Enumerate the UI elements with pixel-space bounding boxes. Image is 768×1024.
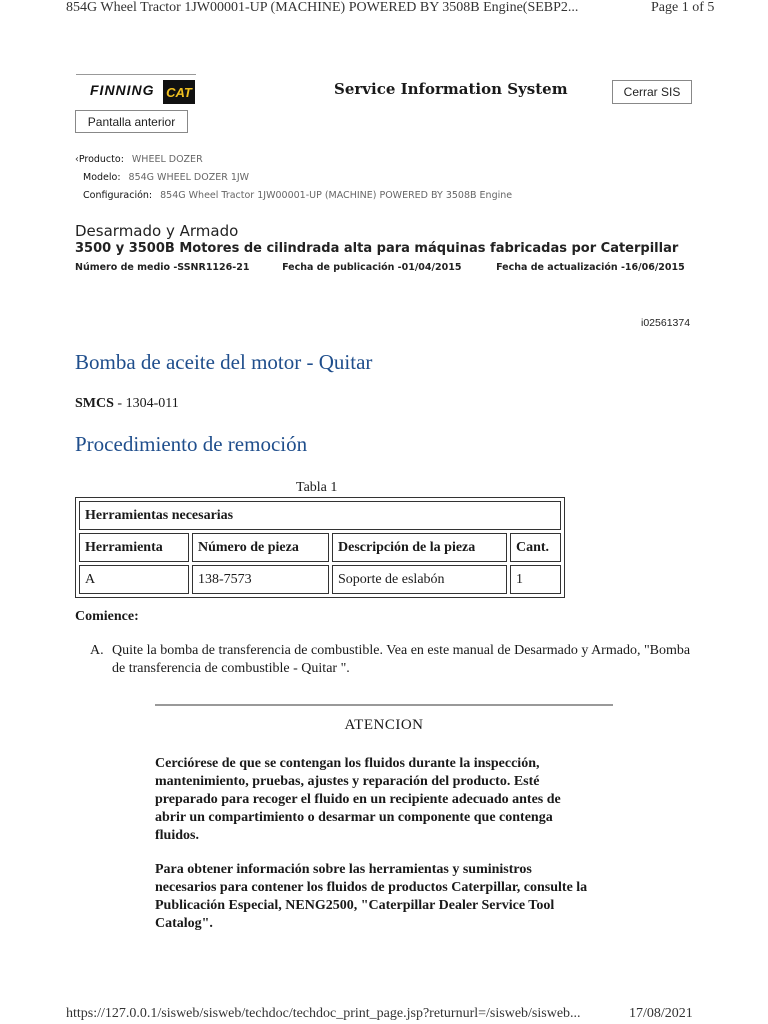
config-value: 854G Wheel Tractor 1JW00001-UP (MACHINE) POWERED BY 3508B Engine bbox=[160, 190, 513, 201]
config-label: Configuración: bbox=[83, 190, 153, 201]
column-header: Cant. bbox=[510, 533, 561, 562]
attention-paragraph-1: Cerciórese de que se contengan los fluidos durante la inspección, mantenimiento, pruebas, ajustes y reparación del producto. Esté preparado para recoger el fluido en un recipiente adecuado antes de abrir un compartimiento o desarmar un componente que contenga fluidos. bbox=[155, 756, 561, 843]
table-row bbox=[79, 565, 561, 594]
start-label: Comience: bbox=[75, 609, 139, 624]
attention-title: ATENCION bbox=[344, 717, 424, 733]
smcs-value: - 1304-011 bbox=[113, 396, 179, 411]
column-header: Descripción de la pieza bbox=[332, 533, 507, 562]
document-title: Desarmado y Armado bbox=[75, 222, 239, 240]
tools-table bbox=[75, 497, 565, 598]
publication-date: Fecha de publicación -01/04/2015 bbox=[282, 262, 462, 273]
step-a-label: A. bbox=[90, 643, 104, 658]
model-value: 854G WHEEL DOZER 1JW bbox=[128, 172, 250, 183]
step-a bbox=[90, 642, 700, 678]
media-info bbox=[75, 262, 685, 273]
table-header-row bbox=[79, 533, 561, 562]
media-number: Número de medio -SSNR1126-21 bbox=[75, 262, 250, 273]
model-row bbox=[83, 172, 249, 183]
table-group-header: Herramientas necesarias bbox=[79, 501, 561, 530]
table-cell: Soporte de eslabón bbox=[332, 565, 507, 594]
close-sis-button[interactable]: Cerrar SIS bbox=[612, 80, 692, 104]
column-header: Herramienta bbox=[79, 533, 189, 562]
table-group-header-row bbox=[79, 501, 561, 530]
product-label: Producto: bbox=[78, 154, 124, 165]
table-caption: Tabla 1 bbox=[296, 480, 338, 495]
print-footer-date: 17/08/2021 bbox=[629, 1006, 693, 1021]
column-header: Número de pieza bbox=[192, 533, 329, 562]
cat-logo bbox=[163, 80, 195, 104]
back-chevron-icon[interactable]: ‹ bbox=[75, 154, 79, 165]
update-date: Fecha de actualización -16/06/2015 bbox=[496, 262, 685, 273]
print-header-title: 854G Wheel Tractor 1JW00001-UP (MACHINE) POWERED BY 3508B Engine(SEBP2... bbox=[66, 0, 579, 15]
document-subtitle: 3500 y 3500B Motores de cilindrada alta para máquinas fabricadas por Caterpillar bbox=[75, 241, 679, 256]
attention-divider bbox=[155, 704, 613, 706]
smcs-code bbox=[75, 396, 179, 412]
product-row[interactable] bbox=[75, 154, 203, 165]
smcs-label: SMCS bbox=[75, 396, 114, 411]
sis-title: Service Information System bbox=[334, 80, 568, 98]
document-id: i02561374 bbox=[641, 317, 691, 329]
page-heading: Bomba de aceite del motor - Quitar bbox=[75, 350, 373, 374]
procedure-heading: Procedimiento de remoción bbox=[75, 432, 308, 456]
step-a-text: Quite la bomba de transferencia de combustible. Vea en este manual de Desarmado y Armado, "Bomba de transferencia de combustible - Quitar ". bbox=[112, 643, 691, 676]
print-header-page: Page 1 of 5 bbox=[651, 0, 715, 15]
model-label: Modelo: bbox=[83, 172, 121, 183]
previous-screen-button[interactable]: Pantalla anterior bbox=[75, 110, 188, 133]
print-footer-url: https://127.0.0.1/sisweb/sisweb/techdoc/techdoc_print_page.jsp?returnurl=/sisweb/sisweb... bbox=[66, 1006, 581, 1021]
cat-logo-text: CAT bbox=[166, 84, 192, 100]
product-value: WHEEL DOZER bbox=[131, 154, 203, 165]
config-row bbox=[83, 190, 512, 201]
table-cell: 138-7573 bbox=[192, 565, 329, 594]
attention-paragraph-2: Para obtener información sobre las herramientas y suministros necesarios para contener los fluidos de productos Caterpillar, consulte la Publicación Especial, NENG2500, "Caterpillar Dealer Service Tool Catalog". bbox=[155, 862, 588, 931]
finning-logo: FINNING bbox=[90, 82, 155, 98]
table-cell: 1 bbox=[510, 565, 561, 594]
table-cell: A bbox=[79, 565, 189, 594]
